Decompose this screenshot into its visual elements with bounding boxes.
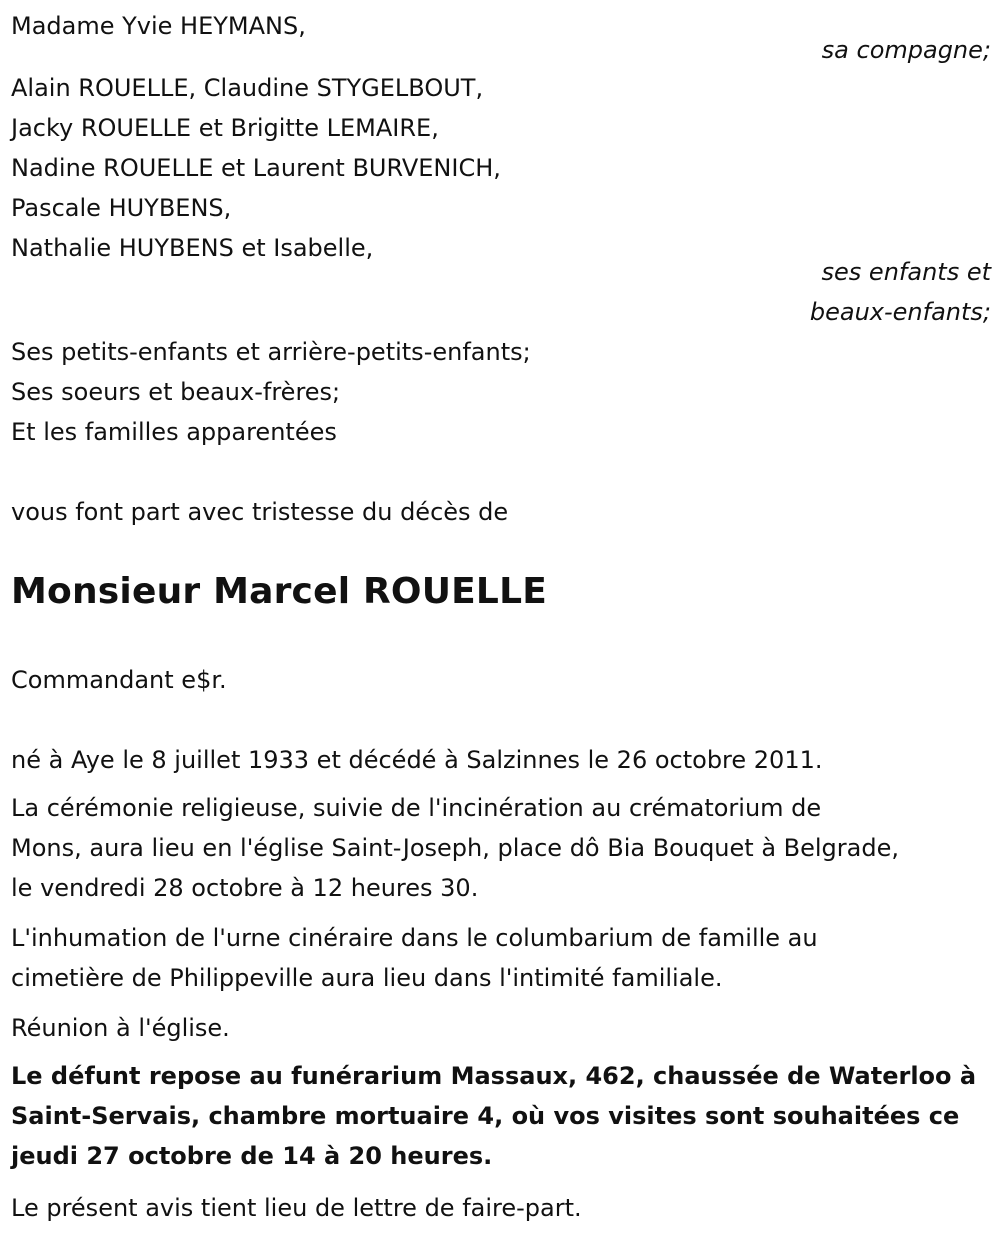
partner-role: sa compagne;: [821, 36, 991, 64]
relatives-line: Et les familles apparentées: [11, 418, 337, 446]
ceremony-line: Mons, aura lieu en l'église Saint-Joseph, place dô Bia Bouquet à Belgrade,: [11, 834, 899, 862]
funerarium-line: Le défunt repose au funérarium Massaux, 462, chaussée de Waterloo à: [11, 1062, 977, 1090]
inhumation-paragraph: [11, 918, 818, 998]
reunion-note: Réunion à l'église.: [11, 1014, 230, 1042]
deceased-rank: Commandant e$r.: [11, 666, 227, 694]
child-line: Alain ROUELLE, Claudine STYGELBOUT,: [11, 74, 484, 102]
other-relatives: [11, 332, 531, 452]
children-role-line2: beaux-enfants;: [809, 298, 991, 326]
ceremony-paragraph: [11, 788, 899, 908]
relatives-line: Ses soeurs et beaux-frères;: [11, 378, 341, 406]
children-role-line1: ses enfants et: [821, 258, 991, 286]
inhumation-line: L'inhumation de l'urne cinéraire dans le columbarium de famille au: [11, 924, 818, 952]
inhumation-line: cimetière de Philippeville aura lieu dans l'intimité familiale.: [11, 964, 723, 992]
children-list: [11, 68, 501, 268]
ceremony-line: le vendredi 28 octobre à 12 heures 30.: [11, 874, 479, 902]
partner-name: Madame Yvie HEYMANS,: [11, 12, 306, 40]
funerarium-line: jeudi 27 octobre de 14 à 20 heures.: [11, 1142, 493, 1170]
relatives-line: Ses petits-enfants et arrière-petits-enfants;: [11, 338, 531, 366]
child-line: Nathalie HUYBENS et Isabelle,: [11, 234, 374, 262]
funerarium-line: Saint-Servais, chambre mortuaire 4, où vos visites sont souhaitées ce: [11, 1102, 960, 1130]
child-line: Jacky ROUELLE et Brigitte LEMAIRE,: [11, 114, 439, 142]
ceremony-line: La cérémonie religieuse, suivie de l'incinération au crématorium de: [11, 794, 822, 822]
closing-note: Le présent avis tient lieu de lettre de faire-part.: [11, 1194, 582, 1222]
child-line: Nadine ROUELLE et Laurent BURVENICH,: [11, 154, 501, 182]
child-line: Pascale HUYBENS,: [11, 194, 232, 222]
birth-death-line: né à Aye le 8 juillet 1933 et décédé à Salzinnes le 26 octobre 2011.: [11, 746, 823, 774]
deceased-name: Monsieur Marcel ROUELLE: [11, 571, 548, 612]
announcement-intro: vous font part avec tristesse du décès de: [11, 498, 509, 526]
funerarium-paragraph: [11, 1056, 976, 1176]
